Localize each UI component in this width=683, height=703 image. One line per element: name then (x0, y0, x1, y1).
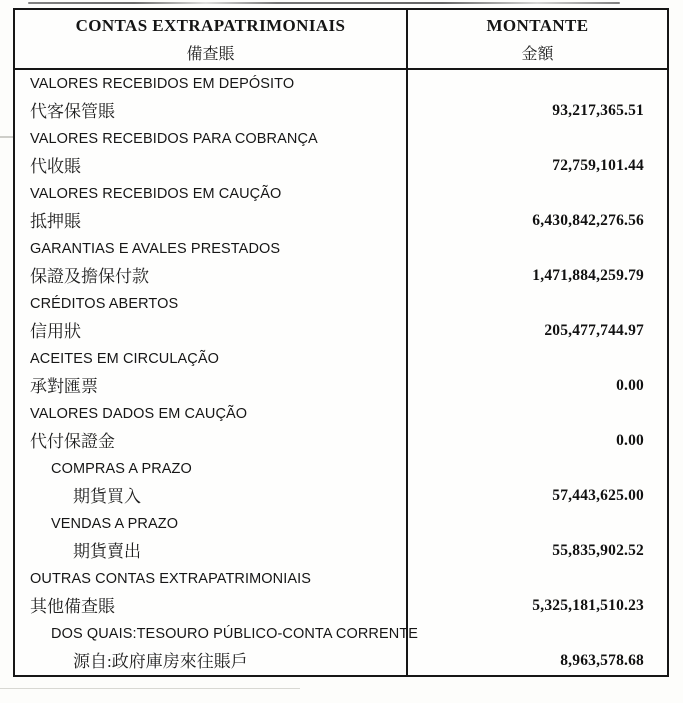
table-row (15, 455, 667, 483)
amount-value: 57,443,625.00 (552, 487, 644, 505)
account-label-cell (15, 153, 408, 181)
table-row (15, 70, 667, 98)
account-label-cell (15, 538, 408, 566)
table-row (15, 400, 667, 428)
account-label-cell (15, 565, 408, 593)
table-row (15, 263, 667, 291)
amount-value: 93,217,365.51 (552, 102, 644, 120)
table-row (15, 593, 667, 621)
account-label-cell (15, 70, 408, 98)
amount-value (408, 290, 667, 318)
table-row (15, 180, 667, 208)
table-row (15, 153, 667, 181)
table-row (15, 235, 667, 263)
account-label: GARANTIAS E AVALES PRESTADOS (30, 240, 281, 257)
account-label-cell (15, 400, 408, 428)
account-label: 期貨賣出 (73, 541, 141, 561)
table-row (15, 290, 667, 318)
scan-artifact-bottom-line (0, 688, 300, 689)
header-accounts-column (15, 10, 408, 68)
amount-value: 5,325,181,510.23 (532, 597, 644, 615)
account-label: VENDAS A PRAZO (51, 515, 179, 532)
amount-value (408, 510, 667, 538)
amount-value: 0.00 (616, 432, 644, 450)
table-row (15, 345, 667, 373)
table-row (15, 125, 667, 153)
account-label-cell (15, 125, 408, 153)
account-label: VALORES RECEBIDOS EM DEPÓSITO (30, 75, 295, 92)
account-label-cell (15, 263, 408, 291)
account-label-cell (15, 318, 408, 346)
extrapatrimonial-accounts-table (13, 8, 669, 677)
account-label-cell (15, 593, 408, 621)
account-label: 信用狀 (30, 321, 81, 341)
amount-value (408, 400, 667, 428)
account-label-cell (15, 180, 408, 208)
account-label: OUTRAS CONTAS EXTRAPATRIMONIAIS (30, 570, 312, 587)
table-row (15, 428, 667, 456)
amount-value (408, 620, 667, 648)
table-row (15, 538, 667, 566)
header-accounts-title-zh: 備查賬 (186, 46, 235, 63)
amount-value (408, 180, 667, 208)
table-row (15, 510, 667, 538)
account-label: DOS QUAIS:TESOURO PÚBLICO-CONTA CORRENTE (51, 625, 419, 642)
table-body (15, 70, 667, 675)
account-label-cell (15, 620, 419, 648)
account-label-cell (15, 648, 408, 676)
table-row (15, 98, 667, 126)
account-label: 承對匯票 (30, 376, 98, 396)
account-label-cell (15, 235, 408, 263)
account-label: VALORES RECEBIDOS EM CAUÇÃO (30, 185, 282, 202)
account-label: 代客保管賬 (30, 101, 115, 121)
amount-value: 205,477,744.97 (544, 322, 644, 340)
amount-value: 72,759,101.44 (552, 157, 644, 175)
amount-value (408, 345, 667, 373)
header-amount-title-pt: MONTANTE (486, 16, 589, 35)
account-label-cell (15, 510, 408, 538)
table-row (15, 483, 667, 511)
table-row (15, 318, 667, 346)
account-label-cell (15, 428, 408, 456)
account-label: VALORES RECEBIDOS PARA COBRANÇA (30, 130, 318, 147)
account-label: 代收賬 (30, 156, 81, 176)
account-label-cell (15, 373, 408, 401)
amount-value: 8,963,578.68 (560, 652, 644, 670)
account-label: ACEITES EM CIRCULAÇÃO (30, 350, 220, 367)
account-label-cell (15, 483, 408, 511)
header-accounts-title-pt: CONTAS EXTRAPATRIMONIAIS (75, 16, 346, 35)
table-row (15, 648, 667, 676)
account-label-cell (15, 98, 408, 126)
amount-value (408, 565, 667, 593)
header-amount-title-zh: 金額 (521, 46, 554, 63)
table-row (15, 208, 667, 236)
account-label: 抵押賬 (30, 211, 81, 231)
amount-value (408, 235, 667, 263)
table-row (15, 565, 667, 593)
amount-value: 55,835,902.52 (552, 542, 644, 560)
amount-value (408, 125, 667, 153)
account-label: CRÉDITOS ABERTOS (30, 295, 179, 312)
account-label: 代付保證金 (30, 431, 115, 451)
account-label-cell (15, 455, 408, 483)
header-amount-column (408, 10, 667, 68)
amount-value: 6,430,842,276.56 (532, 212, 644, 230)
account-label: COMPRAS A PRAZO (51, 460, 192, 477)
account-label-cell (15, 345, 408, 373)
account-label: 其他備查賬 (30, 596, 115, 616)
account-label: 保證及擔保付款 (30, 266, 149, 286)
amount-value (408, 70, 667, 98)
account-label: 期貨買入 (73, 486, 141, 506)
table-header (15, 10, 667, 70)
scan-artifact-top-line (28, 2, 620, 4)
table-row (15, 620, 667, 648)
amount-value (408, 455, 667, 483)
amount-value: 1,471,884,259.79 (532, 267, 644, 285)
account-label: 源自:政府庫房來往賬戶 (73, 651, 248, 671)
table-row (15, 373, 667, 401)
account-label-cell (15, 290, 408, 318)
amount-value: 0.00 (616, 377, 644, 395)
account-label-cell (15, 208, 408, 236)
account-label: VALORES DADOS EM CAUÇÃO (30, 405, 248, 422)
